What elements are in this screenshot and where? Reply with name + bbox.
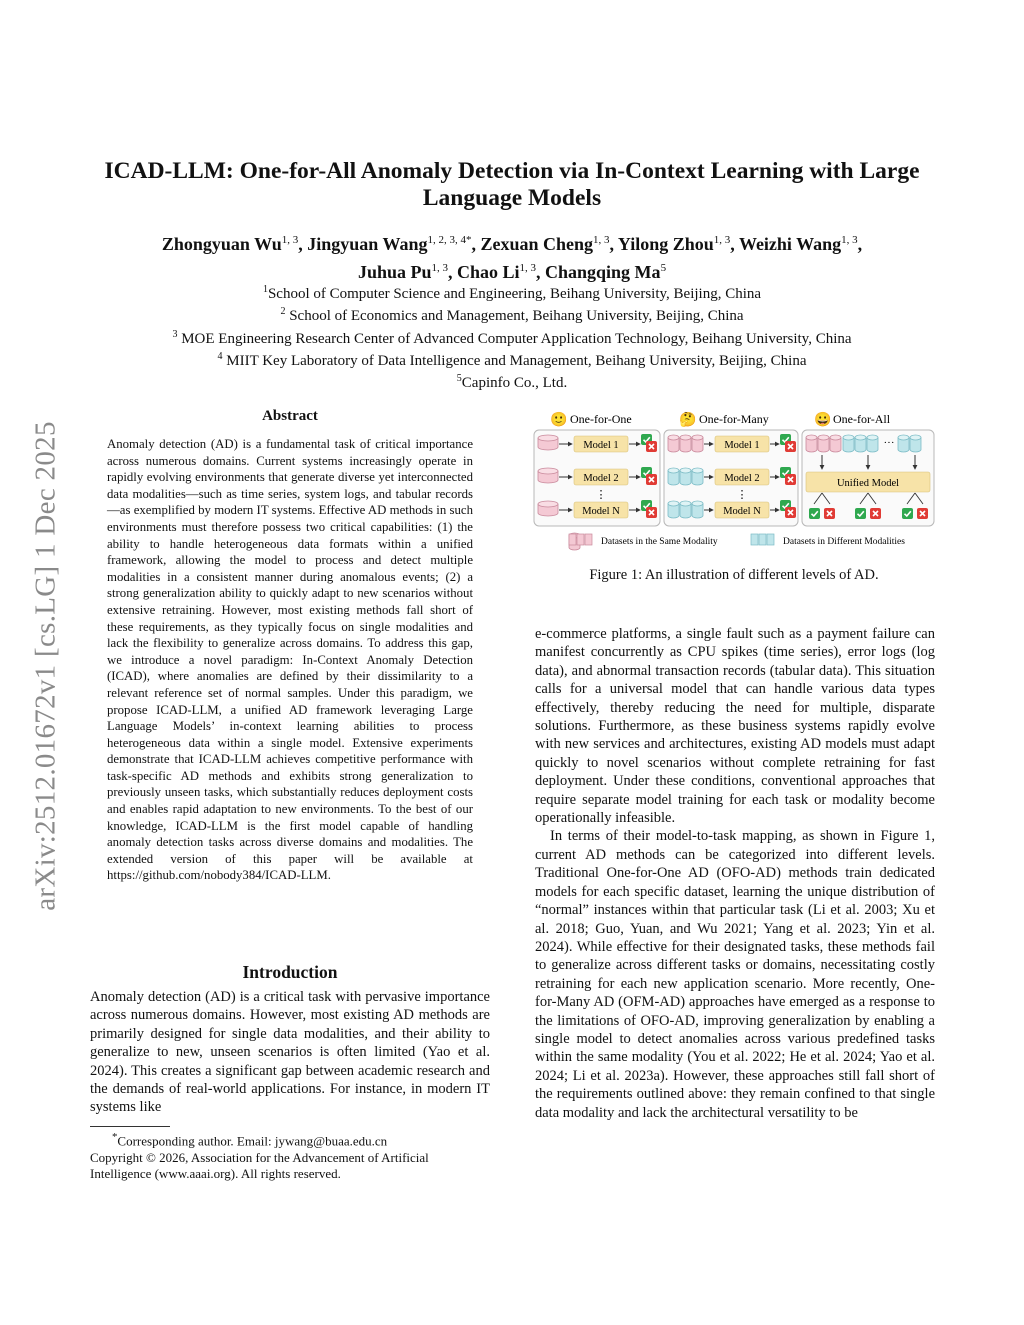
model-label: Model 1	[583, 440, 619, 451]
panel-one-for-many	[664, 430, 798, 526]
footnote	[90, 1129, 490, 1183]
dataset-cylinder	[692, 435, 703, 452]
author-sup: 5	[660, 262, 667, 274]
author-name: Jingyuan Wang	[307, 234, 428, 254]
check-icon	[855, 508, 866, 519]
cross-icon	[824, 508, 835, 519]
cross-icon	[870, 508, 881, 519]
dataset-cylinder	[538, 501, 558, 516]
panel-header-one-for-many	[679, 411, 769, 428]
author-sup: 1, 3	[713, 234, 731, 246]
introduction-body: Anomaly detection (AD) is a critical task with pervasive importance across numerous domains. However, most existing AD methods are primarily designed for single data modalities, and their ability to generalize to new, unseen scenarios is often limited (Yao et al. 2024). This creates a significant gap between academic research and the demands of real-world applications. For instance, in modern IT systems like	[90, 989, 490, 1116]
author-name: Changqing Ma	[545, 262, 661, 282]
abstract-body: Anomaly detection (AD) is a fundamental task of critical importance across numerous domains. Current systems increasingly operate in rapidly evolving environments that generate diverse yet interconnected data modalities—such as time series, system logs, and tabular records—as exemplified by modern IT systems. Effective AD methods in such environments must therefore possess two critical capabilities: (1) the ability to handle heterogeneous data formats within a unified framework, allowing the model to process and detect multiple modalities in a consistent manner during anomalous events; (2) a strong generalization ability to quickly adapt to new scenarios without extensive retraining. However, most existing methods fall short of these requirements, as they typically focus on single modalities and lack the flexibility to generalize across domains. To address this gap, we introduce a novel paradigm: In-Context Anomaly Detection (ICAD), where anomalies are defined by their dissimilarity to a relevant reference set of normal samples. Under this paradigm, we propose ICAD-LLM, a unified AD framework leveraging Large Language Models’ in-context learning abilities to process heterogeneous data within a single model. Extensive experiments demonstrate that ICAD-LLM achieves competitive performance with task-specific AD methods and exhibits strong generalization to previously unseen tasks, which substantially reduces deployment costs and enables rapid adaptation to new environments. To the best of our knowledge, ICAD-LLM is the first model capable of handling anomaly detection tasks across diverse domains and modalities. The extended version of this paper will be available at https://github.com/nobody384/ICAD-LLM.	[107, 437, 473, 883]
check-icon	[902, 508, 913, 519]
dataset-cylinder	[818, 435, 829, 452]
dataset-cylinder	[806, 435, 817, 452]
affiliation: $^3$ MOE Engineering Research Center of Advanced Computer Application Technology, Beihang University, China	[172, 328, 852, 347]
figure-legend	[569, 533, 905, 550]
legend-label-different-modalities: Datasets in Different Modalities	[783, 537, 905, 547]
ellipsis-horizontal: ···	[883, 437, 895, 449]
panel-header-one-for-all	[814, 411, 891, 428]
dataset-cylinder	[910, 435, 921, 452]
paragraph: e-commerce platforms, a single fault such as a payment failure can manifest concurrently as CPU spikes (time series), error logs (log data), and abnormal transaction records (tabular data). This situation calls for a universal model that can handle various data types effectively, thereby reducing the need for multiple, disparate solutions. Furthermore, as these business systems rapidly evolve with new services and architectures, existing AD models must adapt quickly to novel scenarios without complete retraining for fast deployment. Under these conditions, conventional approaches that require separate model training for each task or modality become operationally infeasible.	[535, 626, 935, 827]
arxiv-stamp	[26, 378, 66, 954]
dataset-cylinder	[538, 468, 558, 483]
dataset-cylinder	[668, 501, 679, 518]
dataset-cylinder	[830, 435, 841, 452]
author-list	[80, 228, 944, 284]
dataset-cylinder	[855, 435, 866, 452]
panel-label: One-for-One	[570, 412, 632, 426]
right-column-body	[535, 625, 935, 1122]
author-name: Yilong Zhou	[617, 234, 714, 254]
model-label: Model N	[582, 506, 620, 517]
check-icon	[809, 508, 820, 519]
panel-one-for-one	[534, 430, 660, 526]
legend-label-same-modality: Datasets in the Same Modality	[601, 537, 718, 547]
model-label: Model 1	[724, 440, 760, 451]
arxiv-stamp-text: arXiv:2512.01672v1 [cs.LG] 1 Dec 2025	[29, 421, 62, 911]
paper-title: ICAD-LLM: One-for-All Anomaly Detection via In-Context Learning with Large Language Models	[104, 158, 920, 211]
affiliation: $^2$ School of Economics and Management, Beihang University, Beijing, China	[280, 306, 744, 325]
author-name: Juhua Pu	[357, 262, 432, 282]
cross-icon	[917, 508, 928, 519]
footnote-copyright: Copyright © 2026, Association for the Advancement of Artificial Intelligence (www.aaai.org). All rights reserved.	[90, 1149, 429, 1182]
dataset-cylinder	[692, 468, 703, 485]
model-label: Model 2	[724, 473, 760, 484]
dataset-cylinder	[668, 468, 679, 485]
panel-label: One-for-Many	[699, 412, 769, 426]
abstract-heading: Abstract	[262, 408, 318, 424]
dataset-cylinder	[692, 501, 703, 518]
dataset-cylinder	[538, 435, 558, 450]
affiliation-list	[80, 281, 944, 392]
emoji-slight-smile-icon: 🙂	[550, 413, 568, 428]
model-label: Model 2	[583, 473, 619, 484]
author-line-2: Juhua Pu$^{1, 3}$, Chao Li$^{1, 3}$, Changqing Ma$^5$	[357, 262, 667, 282]
author-sup: 1, 3	[841, 234, 858, 246]
author-sup: 1, 3	[593, 234, 610, 246]
author-sup: 1, 3	[519, 262, 537, 274]
dataset-cylinder	[680, 468, 691, 485]
dataset-cylinder	[867, 435, 878, 452]
dataset-cylinder	[843, 435, 854, 452]
panel-header-one-for-one	[550, 411, 632, 428]
ellipsis: ⋮	[736, 489, 748, 501]
author-name: Zhongyuan Wu	[161, 234, 282, 254]
author-name: Weizhi Wang	[738, 234, 842, 254]
model-label: Model N	[723, 506, 761, 517]
panel-label: One-for-All	[833, 412, 891, 426]
emoji-thinking-icon: 🤔	[679, 413, 697, 428]
affiliation: $^1$School of Computer Science and Engineering, Beihang University, Beijing, China	[262, 284, 762, 302]
footnote-rule	[90, 1126, 170, 1127]
unified-model-label: Unified Model	[836, 478, 900, 489]
figure-caption: Figure 1: An illustration of different levels of AD.	[589, 567, 879, 583]
dataset-cylinder	[680, 501, 691, 518]
author-name: Chao Li	[456, 262, 520, 282]
emoji-grin-icon: 😀	[814, 413, 832, 428]
affiliation: $^4$ MIIT Key Laboratory of Data Intelligence and Management, Beihang University, Beijing, China	[217, 350, 807, 369]
ellipsis: ⋮	[595, 489, 607, 501]
dataset-cylinder	[898, 435, 909, 452]
dataset-cylinder	[668, 435, 679, 452]
author-line-1: Zhongyuan Wu$^{1, 3}$, Jingyuan Wang$^{1, 2, 3, 4*}$, Zexuan Cheng$^{1, 3}$, Yilong Zhou$^{1, 3}$, Weizhi Wang$^{1, 3}$,	[161, 234, 863, 254]
introduction-heading: Introduction	[242, 962, 338, 982]
author-sup: 1, 3	[431, 262, 448, 274]
paragraph: In terms of their model-to-task mapping, as shown in Figure 1, current AD methods can be categorized into different levels. Traditional One-for-One AD (OFO-AD) methods train dedicated models for each specific dataset, learning the unique distribution of “normal” instances within that particular task (Li et al. 2003; Xu et al. 2018; Guo, Yuan, and Wu 2021; Yang et al. 2023; Yin et al. 2024). While effective for their designated tasks, these methods fail to generalize across different tasks or domains, necessitating costly retraining for each new application scenario. More recently, One-for-Many AD (OFM-AD) approaches have emerged as a response to the limitations of OFO-AD, improving generalization by enabling a single model to detect anomalies across various predefined tasks within the same modality (You et al. 2022; He et al. 2024; Yao et al. 2024; Li et al. 2023a). However, these approaches still fall short of the requirements outlined above: they remain confined to that single data modality and lack the architectural versatility to be	[535, 828, 935, 1121]
author-sup: 1, 2, 3, 4*	[427, 234, 472, 246]
author-name: Zexuan Cheng	[480, 234, 594, 254]
author-sup: 1, 3	[281, 234, 299, 246]
figure-1	[532, 404, 936, 552]
footnote-corresponding: *Corresponding author. Email: jywang@buaa.edu.cn	[112, 1131, 388, 1149]
panel-one-for-all	[802, 430, 934, 526]
dataset-cylinder	[680, 435, 691, 452]
affiliation: $^5$Capinfo Co., Ltd.	[456, 373, 568, 392]
